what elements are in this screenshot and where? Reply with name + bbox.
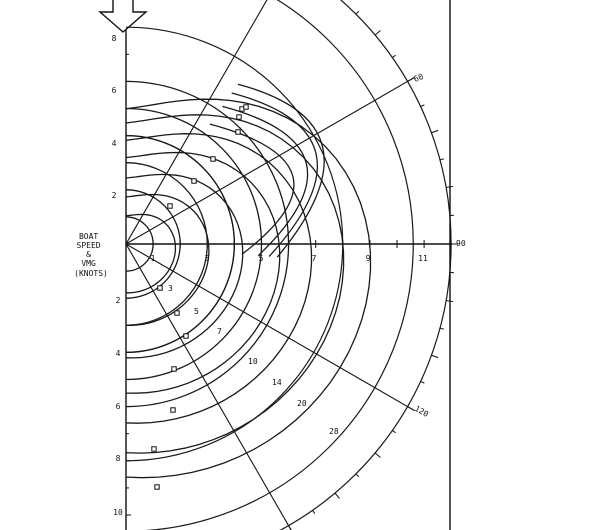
angle-tick — [440, 328, 444, 329]
angle-tick — [446, 186, 453, 187]
vmg-marker — [155, 485, 159, 489]
angle-ray — [126, 0, 293, 244]
vmg-marker — [168, 204, 172, 208]
boat-speed-vmg-label: BOAT SPEED & VMG (KNOTS) — [74, 232, 108, 278]
wind-speed-label: 7 — [217, 327, 222, 336]
wind-speed-label: 10 — [248, 357, 258, 366]
vscale-label: 2 — [111, 191, 117, 200]
hscale-label: 7 — [311, 254, 317, 263]
wind-speed-label: 28 — [329, 427, 339, 436]
vscale-label: 4 — [111, 139, 117, 148]
vscale-label: 2 — [115, 296, 121, 305]
angle-label-90: 90 — [456, 239, 466, 248]
angle-tick — [392, 431, 395, 433]
vscale-label: 6 — [111, 86, 117, 95]
upwind-loop — [210, 124, 294, 254]
vmg-marker — [152, 447, 156, 451]
vmg-marker — [211, 157, 215, 161]
angle-tick — [313, 510, 315, 513]
angle-tick — [408, 407, 414, 411]
vscale-label: 8 — [111, 34, 117, 43]
vscale-label: 6 — [115, 402, 121, 411]
vscale-label: 10 — [113, 508, 123, 517]
hscale-label: 1 — [150, 254, 156, 263]
wind-speed-label: 3 — [168, 284, 173, 293]
vmg-marker — [172, 367, 176, 371]
polar-curve — [126, 134, 312, 424]
vmg-marker — [175, 311, 179, 315]
angle-tick — [375, 453, 380, 457]
angle-tick — [421, 105, 425, 107]
angle-tick — [446, 300, 453, 301]
vmg-marker — [236, 130, 240, 134]
angle-tick — [421, 381, 425, 383]
vertical-scale-labels — [112, 34, 123, 517]
angle-tick — [356, 474, 359, 477]
angle-label-60: 60 — [412, 71, 425, 84]
angle-tick — [432, 130, 439, 132]
vscale-label: 8 — [115, 454, 121, 463]
vscale-label: 4 — [115, 349, 121, 358]
angle-label-120: 120 — [413, 403, 431, 419]
vmg-marker — [244, 105, 248, 109]
hscale-label: 3 — [204, 254, 210, 263]
hscale-label: 9 — [365, 254, 371, 263]
angle-tick — [440, 159, 444, 160]
hscale-label: 5 — [258, 254, 264, 263]
hscale-label: 11 — [418, 254, 428, 263]
angle-tick — [335, 493, 339, 498]
wind-speed-label: 14 — [272, 378, 282, 387]
horizontal-scale-labels — [151, 254, 428, 263]
wind-speed-label: 20 — [297, 399, 307, 408]
angle-tick — [289, 526, 293, 530]
vmg-marker — [237, 115, 241, 119]
wind-speed-label: 5 — [194, 307, 199, 316]
vmg-marker — [184, 334, 188, 338]
vmg-marker — [171, 408, 175, 412]
angle-tick — [356, 11, 359, 14]
angle-tick — [375, 30, 380, 34]
polar-curve — [126, 115, 344, 453]
vmg-marker — [158, 286, 162, 290]
vmg-marker — [192, 179, 196, 183]
angle-tick — [432, 355, 439, 357]
angle-tick — [392, 55, 395, 57]
